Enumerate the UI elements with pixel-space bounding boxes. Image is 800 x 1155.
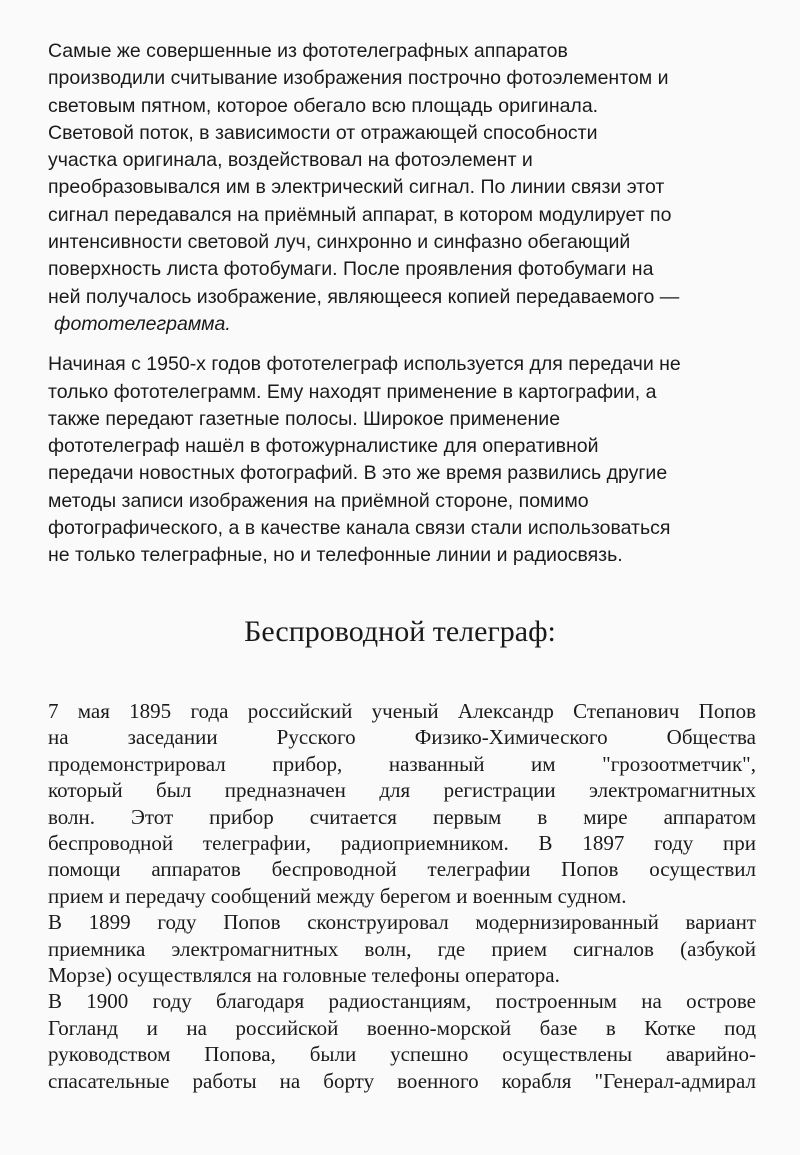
- paragraph-popov-1899: [48, 909, 756, 988]
- italic-term: фототелеграмма.: [54, 312, 231, 335]
- text-line: участка оригинала, воздействовал на фотоэлемент и: [48, 149, 533, 172]
- text-line: преобразовывался им в электрический сигнал. По линии связи этот: [48, 176, 665, 199]
- text-line: руководством Попова, были успешно осуществлены аварийно-: [48, 1042, 756, 1067]
- wireless-telegraph-section: [48, 698, 756, 1094]
- text-line: волн. Этот прибор считается первым в мире аппаратом: [48, 804, 756, 829]
- text-line: передачи новостных фотографий. В это же время развились другие: [48, 462, 668, 485]
- text-line: фотографического, а в качестве канала связи стали использоваться: [48, 517, 671, 540]
- text-line: ней получалось изображение, являющееся копией передаваемого —: [48, 285, 680, 308]
- text-line: также передают газетные полосы. Широкое применение: [48, 407, 561, 430]
- text-line: Гогланд и на российской военно-морской базе в Котке под: [48, 1015, 756, 1040]
- text-line: прием и передачу сообщений между берегом и военным судном.: [48, 883, 627, 908]
- text-line: методы записи изображения на приёмной стороне, помимо: [48, 489, 589, 512]
- text-line: В 1900 году благодаря радиостанциям, построенным на острове: [48, 989, 756, 1014]
- text-line: на заседании Русского Физико-Химического Общества: [48, 725, 756, 750]
- phototelegraph-section: [48, 38, 748, 570]
- text-line: Начиная с 1950-х годов фототелеграф используется для передачи не: [48, 353, 681, 376]
- text-line: Самые же совершенные из фототелеграфных аппаратов: [48, 40, 568, 62]
- text-line: помощи аппаратов беспроводной телеграфии Попов осуществил: [48, 857, 756, 882]
- text-line: Световой поток, в зависимости от отражающей способности: [48, 121, 598, 144]
- text-line: световым пятном, которое обегало всю площадь оригинала.: [48, 94, 599, 117]
- text-line: приемника электромагнитных волн, где прием сигналов (азбукой: [48, 936, 756, 961]
- text-line: поверхность листа фотобумаги. После проявления фотобумаги на: [48, 258, 654, 281]
- text-line: спасательные работы на борту военного корабля "Генерал-адмирал: [48, 1068, 756, 1093]
- text-line: производили считывание изображения построчно фотоэлементом и: [48, 67, 669, 90]
- text-line: В 1899 году Попов сконструировал модернизированный вариант: [48, 910, 756, 935]
- text-line: сигнал передавался на приёмный аппарат, в котором модулирует по: [48, 203, 672, 226]
- paragraph-phototelegraph-scanning: [48, 38, 748, 338]
- section-heading: Беспроводной телеграф:: [244, 615, 556, 648]
- text-line: беспроводной телеграфии, радиоприемником. В 1897 году при: [48, 831, 756, 856]
- text-line: не только телеграфные, но и телефонные линии и радиосвязь.: [48, 544, 623, 567]
- paragraph-phototelegraph-usage: [48, 351, 748, 569]
- paragraph-popov-1895: [48, 698, 756, 909]
- text-line: 7 мая 1895 года российский ученый Александр Степанович Попов: [48, 699, 756, 723]
- text-line: Морзе) осуществлялся на головные телефоны оператора.: [48, 963, 560, 988]
- text-line: интенсивности световой луч, синхронно и синфазно обегающий: [48, 231, 631, 254]
- text-line: который был предназначен для регистрации электромагнитных: [48, 778, 756, 803]
- text-line: фототелеграф нашёл в фотожурналистике для оперативной: [48, 435, 599, 458]
- text-line: только фототелеграмм. Ему находят применение в картографии, а: [48, 380, 657, 403]
- text-line: продемонстрировал прибор, названный им "грозоотметчик",: [48, 751, 756, 776]
- paragraph-popov-1900: [48, 988, 756, 1094]
